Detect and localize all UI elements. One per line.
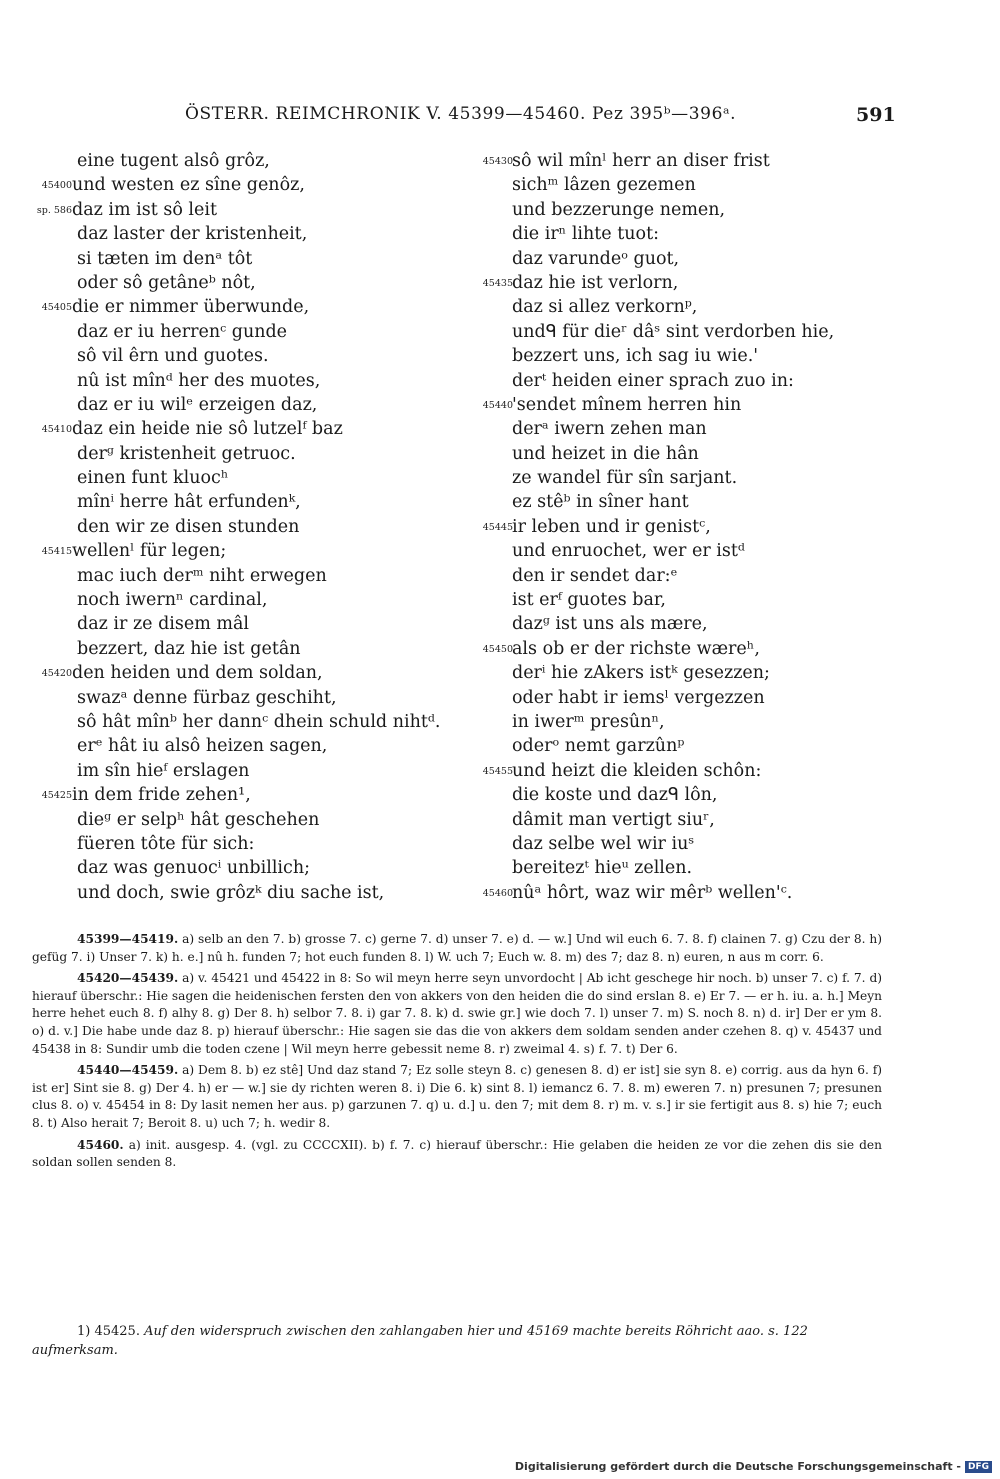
verse-text: die koste und dazᑫ lôn,: [512, 785, 718, 806]
verse-line: [0, 564, 470, 588]
verse-text: wellenˡ für legen;: [72, 541, 227, 562]
verse-line: [0, 783, 470, 807]
apparatus-range: 45420—45439.: [77, 971, 179, 986]
verse-line: [0, 320, 470, 344]
page-header: [0, 104, 1000, 132]
verse-text: und bezzerunge nemen,: [512, 199, 726, 220]
verse-line: [0, 515, 470, 539]
apparatus-notes: a) selb an den 7. b) grosse 7. c) gerne 7. d) unser 7. e) d. — w.] Und wil euch 6. 7. 8. f) clainen 7. g) Czu der 8. h) gefüg 7. i) Unser 7. k) h. e.] nû h. funden 7; hot euch funden 8. l) W. uch 7; Euch w. 8. m) des 7; daz 8. n) euren, n aus m corr. 6.: [32, 932, 882, 964]
verse-line: [0, 393, 470, 417]
verse-text: füeren tôte für sich:: [77, 833, 255, 854]
line-number: 45445: [482, 521, 513, 533]
right-verse-column: [470, 149, 990, 905]
verse-line: [0, 637, 470, 661]
verse-text: oder habt ir iemsˡ vergezzen: [512, 687, 765, 708]
verse-text: nû ist mînᵈ her des muotes,: [77, 370, 321, 391]
verse-line: [0, 856, 470, 880]
verse-text: bereitezᵗ hieᵘ zellen.: [512, 858, 693, 879]
verse-text: sô wil mînˡ herr an diser frist: [512, 151, 770, 171]
line-number: 45410: [41, 424, 72, 436]
verse-text: und heizet in die hân: [512, 443, 699, 464]
verse-line: [470, 320, 990, 344]
verse-text: derᵃ iwern zehen man: [512, 419, 707, 440]
apparatus-notes: a) v. 45421 und 45422 in 8: So wil meyn herre seyn unvordocht | Ab icht geschege hir noch. b) unser 7. c) f. 7. d) hierauf überschr.: Hie sagen die heidenischen fersten den von akkers von den heiden die do sind erslan 8. e) Er 7. — er h. iu. a. h.] Meyn herre hehet euch 8. f) alhy 8. g) Der 8. h) selbor 7. 8. i) gar 7. 8. k) d. swie gr.] wie doch 7. l) unser 7. m) S. noch 8. n) d. ir] Der er ym 8. o) d. v.] Die habe unde daz 8. p) hierauf überschr.: Hie sagen sie das die von akkers dem soldam senden ander czehen 8. q) v. 45437 und 45438 in 8: Sundir umb die toden czene | Wil meyn herre gebessit neme 8. r) zweimal 4. s) f. 7. t) Der 6.: [32, 971, 882, 1056]
verse-line: [470, 344, 990, 368]
footnote-text: Auf den widerspruch zwischen den zahlangaben hier und 45169 machte bereits Röhricht aao. s. 122 aufmerksam.: [32, 1324, 808, 1358]
verse-text: eine tugent alsô grôz,: [77, 151, 270, 171]
apparatus-range: 45399—45419.: [77, 932, 179, 946]
line-number: 45415: [41, 546, 72, 558]
footnote: [32, 1322, 882, 1360]
verse-line: [470, 759, 990, 783]
verse-text: daz ir ze disem mâl: [77, 614, 250, 635]
verse-line: [0, 832, 470, 856]
left-verse-column: [0, 149, 470, 905]
verse-line: [470, 588, 990, 612]
funding-text: Digitalisierung gefördert durch die Deutsche Forschungsgemeinschaft -: [514, 1460, 961, 1473]
line-number: 45460: [482, 887, 513, 899]
verse-line: [470, 222, 990, 246]
line-number: 45435: [482, 277, 513, 289]
verse-text: den wir ze disen stunden: [77, 516, 300, 537]
verse-line: [470, 612, 990, 636]
verse-text: ze wandel für sîn sarjant.: [512, 468, 738, 489]
verse-line: [470, 637, 990, 661]
verse-text: die irⁿ lihte tuot:: [512, 224, 659, 245]
verse-line: [0, 173, 470, 197]
verse-text: erᵉ hât iu alsô heizen sagen,: [77, 736, 328, 757]
verse-line: [470, 442, 990, 466]
verse-line: [470, 417, 990, 441]
verse-line: [470, 734, 990, 758]
verse-text: im sîn hieᶠ erslagen: [77, 760, 250, 781]
verse-line: [470, 149, 990, 173]
verse-line: [0, 295, 470, 319]
line-number: 45400: [41, 180, 72, 192]
apparatus-range: 45460.: [77, 1137, 124, 1152]
verse-text: si tæten im denᵃ tôt: [77, 248, 253, 269]
apparatus-entry: [32, 970, 882, 1058]
verse-text: mac iuch derᵐ niht erwegen: [77, 565, 327, 586]
verse-line: [0, 222, 470, 246]
apparatus-range: 45440—45459.: [77, 1063, 179, 1078]
verse-line: [470, 783, 990, 807]
verse-line: [470, 369, 990, 393]
verse-text: daz ein heide nie sô lutzelᶠ baz: [72, 419, 343, 440]
verse-text: swazᵃ denne fürbaz geschiht,: [77, 687, 337, 708]
verse-text: 'sendet mînem herren hin: [512, 394, 742, 415]
verse-line: [470, 710, 990, 734]
verse-line: [0, 442, 470, 466]
verse-line: [0, 759, 470, 783]
verse-line: [470, 198, 990, 222]
verse-text: sô hât mînᵇ her dannᶜ dhein schuld nihtᵈ.: [77, 711, 441, 732]
verse-line: [470, 564, 990, 588]
verse-text: die er nimmer überwunde,: [72, 297, 310, 318]
verse-text: ist erᶠ guotes bar,: [512, 590, 666, 611]
verse-text: und enruochet, wer er istᵈ: [512, 541, 745, 562]
verse-line: [0, 247, 470, 271]
verse-text: oderᵒ nemt garzûnᵖ: [512, 736, 685, 757]
verse-text: den heiden und dem soldan,: [72, 663, 323, 684]
verse-text: und westen ez sîne genôz,: [72, 175, 305, 196]
apparatus-entry: [32, 931, 882, 966]
verse-text: dieᵍ er selpʰ hât geschehen: [77, 809, 320, 830]
apparatus-entry: [32, 1062, 882, 1132]
verse-text: derⁱ hie zAkers istᵏ gesezzen;: [512, 663, 770, 684]
verse-line: [470, 490, 990, 514]
line-number: sp. 586: [36, 204, 72, 216]
verse-text: sichᵐ lâzen gezemen: [512, 175, 696, 196]
footnote-number: 1) 45425.: [77, 1324, 140, 1339]
verse-line: [0, 734, 470, 758]
apparatus-entry: [32, 1137, 882, 1172]
verse-line: [0, 710, 470, 734]
verse-text: daz er iu wilᵉ erzeigen daz,: [77, 394, 318, 415]
verse-line: [470, 661, 990, 685]
verse-text: daz varundeᵒ guot,: [512, 248, 680, 269]
verse-text: und heizt die kleiden schôn:: [512, 760, 762, 781]
verse-text: dâmit man vertigt siuʳ,: [512, 809, 715, 830]
verse-text: daz laster der kristenheit,: [77, 224, 308, 245]
verse-line: [470, 881, 990, 905]
verse-line: [470, 856, 990, 880]
verse-line: [0, 661, 470, 685]
verse-line: [470, 271, 990, 295]
verse-text: ez stêᵇ in sîner hant: [512, 492, 689, 513]
verse-text: bezzert, daz hie ist getân: [77, 638, 301, 659]
verse-line: [0, 149, 470, 173]
verse-text: nûᵃ hôrt, waz wir mêrᵇ wellen'ᶜ.: [512, 882, 793, 903]
verse-line: [0, 344, 470, 368]
apparatus-notes: a) init. ausgesp. 4. (vgl. zu CCCCXII). b) f. 7. c) hierauf überschr.: Hie gelaben die heiden ze vor die zehen dis sie den soldan sollen senden 8.: [32, 1137, 882, 1170]
critical-apparatus: [32, 931, 882, 1176]
verse-text: und doch, swie grôzᵏ diu sache ist,: [77, 882, 385, 903]
running-title: ÖSTERR. REIMCHRONIK V. 45399—45460. Pez 395ᵇ—396ᵃ.: [185, 104, 737, 124]
verse-line: [0, 417, 470, 441]
verse-line: [470, 466, 990, 490]
verse-text: in iwerᵐ presûnⁿ,: [512, 711, 665, 732]
verse-text: in dem fride zehen¹,: [72, 785, 251, 806]
verse-line: [0, 369, 470, 393]
verse-line: [0, 490, 470, 514]
verse-text: ir leben und ir genistᶜ,: [512, 516, 711, 537]
verse-text: oder sô getâneᵇ nôt,: [77, 272, 256, 293]
verse-text: derᵍ kristenheit getruoc.: [77, 443, 296, 464]
verse-line: [0, 612, 470, 636]
verse-text: undᑫ für dieʳ dâˢ sint verdorben hie,: [512, 321, 835, 342]
verse-text: daz hie ist verlorn,: [512, 272, 679, 293]
verse-line: [0, 539, 470, 563]
verse-text: daz im ist sô leit: [72, 199, 218, 220]
line-number: 45420: [41, 668, 72, 680]
line-number: 45455: [482, 765, 513, 777]
verse-line: [470, 393, 990, 417]
verse-line: [470, 832, 990, 856]
funding-banner: [515, 1460, 992, 1473]
verse-text: daz si allez verkornᵖ,: [512, 297, 698, 318]
verse-text: noch iwernⁿ cardinal,: [77, 590, 268, 611]
verse-line: [0, 198, 470, 222]
verse-text: daz er iu herrenᶜ gunde: [77, 321, 288, 342]
verse-text: daz was genuocⁱ unbillich;: [77, 858, 310, 879]
verse-line: [0, 881, 470, 905]
verse-text: den ir sendet dar:ᵉ: [512, 565, 678, 586]
page-number: 591: [856, 104, 896, 126]
line-number: 45405: [41, 302, 72, 314]
verse-text: derᵗ heiden einer sprach zuo in:: [512, 370, 794, 391]
verse-text: sô vil êrn und guotes.: [77, 346, 269, 367]
verse-line: [470, 539, 990, 563]
line-number: 45450: [482, 643, 513, 655]
verse-line: [0, 271, 470, 295]
verse-line: [470, 173, 990, 197]
verse-text: daz selbe wel wir iuˢ: [512, 833, 695, 854]
verse-line: [0, 466, 470, 490]
verse-line: [0, 588, 470, 612]
line-number: 45440: [482, 399, 513, 411]
verse-line: [470, 515, 990, 539]
verse-line: [0, 808, 470, 832]
verse-line: [470, 808, 990, 832]
dfg-logo-icon: DFG: [965, 1461, 992, 1473]
verse-line: [470, 295, 990, 319]
verse-text: als ob er der richste wæreʰ,: [512, 638, 760, 659]
verse-line: [470, 247, 990, 271]
line-number: 45430: [482, 156, 513, 167]
verse-text: dazᵍ ist uns als mære,: [512, 614, 708, 635]
verse-line: [0, 686, 470, 710]
verse-text: mînⁱ herre hât erfundenᵏ,: [77, 492, 301, 513]
verse-text: einen funt kluocʰ: [77, 468, 229, 489]
verse-line: [470, 686, 990, 710]
verse-text: bezzert uns, ich sag iu wie.': [512, 346, 759, 367]
line-number: 45425: [41, 790, 72, 802]
apparatus-notes: a) Dem 8. b) ez stê] Und daz stand 7; Ez solle steyn 8. c) genesen 8. d) er ist] sie syn 8. e) corrig. aus da hyn 6. f) ist er] Sint sie 8. g) Der 4. h) er — w.] sie dy richten weren 8. i) Die 6. k) sint 8. l) iemancz 6. 7. 8. m) eweren 7. n) presunen 7; presunen clus 8. o) v. 45454 in 8: Dy lasit nemen her aus. p) garzunen 7. q) u. d.] u. den 7; mit dem 8. r) m. v. s.] ir sie fertigit aus 8. s) hie 7; euch 8. t) Also herait 7; Beroit 8. u) uch 7; h. wedir 8.: [32, 1063, 882, 1130]
